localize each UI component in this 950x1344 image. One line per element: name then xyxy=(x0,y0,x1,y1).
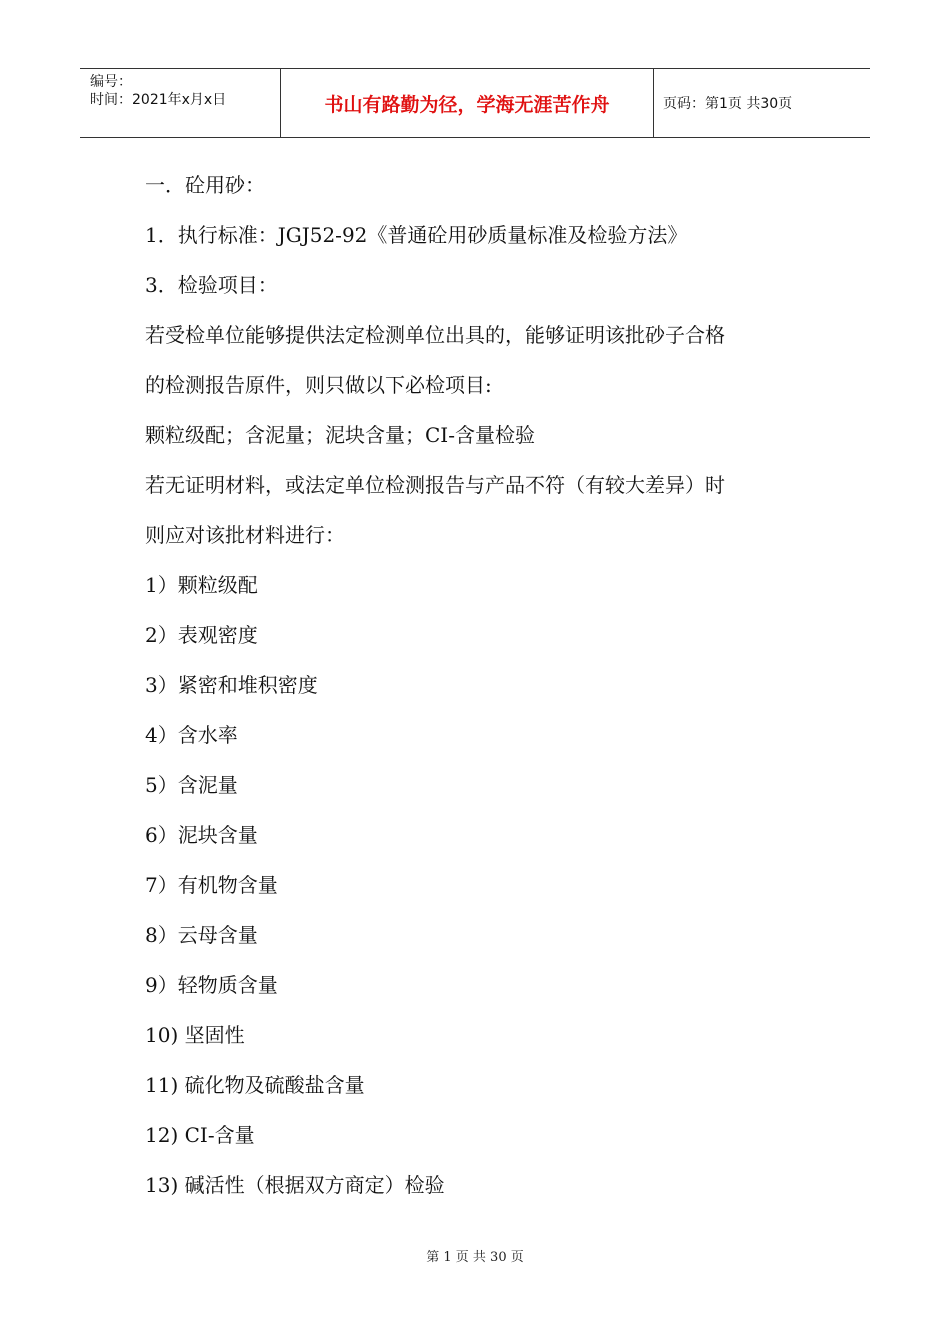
paragraph-line: 的检测报告原件，则只做以下必检项目: xyxy=(145,373,492,397)
paragraph-line: 若无证明材料，或法定单位检测报告与产品不符（有较大差异）时 xyxy=(145,473,725,497)
list-item: 9）轻物质含量 xyxy=(145,973,278,997)
list-item: 6）泥块含量 xyxy=(145,823,258,847)
page-footer: 第 1 页 共 30 页 xyxy=(426,1250,524,1265)
document-body xyxy=(145,160,825,1210)
inspection-items-heading: 3．检验项目： xyxy=(145,273,278,297)
list-item: 13) 碱活性（根据双方商定）检验 xyxy=(145,1173,445,1197)
list-item: 10) 坚固性 xyxy=(145,1023,245,1047)
header-motto: 书山有路勤为径，学海无涯苦作舟 xyxy=(280,69,654,137)
paragraph-line: 则应对该批材料进行： xyxy=(145,523,345,547)
document-header xyxy=(80,68,870,138)
list-item: 3）紧密和堆积密度 xyxy=(145,673,318,697)
list-item: 2）表观密度 xyxy=(145,623,258,647)
header-page-info: 页码：第1页 共30页 xyxy=(663,96,793,112)
list-item: 8）云母含量 xyxy=(145,923,258,947)
list-item: 4）含水率 xyxy=(145,723,238,747)
date-label: 时间：2021年x月x日 xyxy=(90,92,227,108)
section-title: 一．砼用砂： xyxy=(145,173,265,197)
list-item: 11) 硫化物及硫酸盐含量 xyxy=(145,1073,365,1097)
required-items-line: 颗粒级配；含泥量；泥块含量；CI-含量检验 xyxy=(145,423,535,447)
paragraph-line: 若受检单位能够提供法定检测单位出具的，能够证明该批砂子合格 xyxy=(145,323,725,347)
list-item: 5）含泥量 xyxy=(145,773,238,797)
list-item: 1）颗粒级配 xyxy=(145,573,258,597)
header-meta-cell xyxy=(80,69,280,137)
standard-line: 1．执行标准：JGJ52-92《普通砼用砂质量标准及检验方法》 xyxy=(145,223,688,247)
number-label: 编号： xyxy=(90,74,132,90)
list-item: 7）有机物含量 xyxy=(145,873,278,897)
list-item: 12) CI-含量 xyxy=(145,1123,255,1147)
